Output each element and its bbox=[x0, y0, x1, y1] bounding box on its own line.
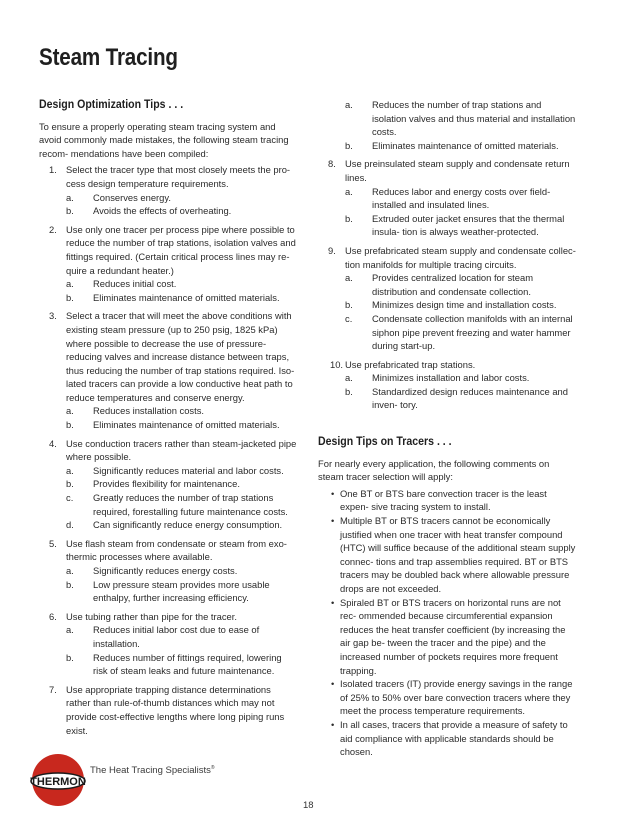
sub-item-text: Minimizes installation and labor costs. bbox=[372, 372, 530, 384]
sub-item-text: Low pressure steam provides more usable enthalpy, further increasing efficiency. bbox=[93, 578, 270, 604]
sub-item-text: Eliminates maintenance of omitted materials. bbox=[372, 139, 559, 151]
item-number: 7. bbox=[49, 683, 57, 695]
page-title: Steam Tracing bbox=[39, 44, 178, 71]
item-text: Select the tracer type that most closely meets the pro- cess design temperature requirements. bbox=[66, 164, 291, 189]
sub-item-text: Conserves energy. bbox=[93, 191, 171, 203]
sub-item-text: Extruded outer jacket ensures that the thermal insula- tion is always weather-protected. bbox=[372, 212, 565, 238]
sub-item-letter: b. bbox=[66, 419, 74, 431]
sub-item-letter: b. bbox=[66, 205, 74, 217]
sub-item-letter: c. bbox=[66, 492, 74, 504]
bullet-text: Multiple BT or BTS tracers cannot be economically justified when one tracer with heat transfer compound (HTC) will suffice because of the additional steam supply connec- tions and trap assemblies required. BT or BTS tracers may be doubled back where allowable pressure drops are not exceeded. bbox=[340, 515, 576, 594]
item-text: Select a tracer that will meet the above conditions with existing steam pressure (up to 250 psig, 1825 kPa) where possible to decrease the use of pressure- reducing valves and increase distance between traps, thus reducing the number of trap stations required. Iso- lated tracers can provide a low conductive heat path to reduce temperatures and conserve energy. bbox=[66, 310, 295, 403]
sub-item-letter: b. bbox=[345, 212, 353, 224]
sub-item-text: Reduces number of fittings required, lowering risk of steam leaks and future maintenance. bbox=[93, 651, 282, 677]
sub-item-letter: b. bbox=[66, 651, 74, 663]
sub-item bbox=[58, 464, 297, 478]
sub-item bbox=[58, 518, 297, 532]
list-item bbox=[39, 223, 297, 305]
section-intro: To ensure a properly operating steam tracing system and avoid commonly made mistakes, the following steam tracing recom- mendations have been compiled: bbox=[39, 120, 289, 159]
item-text: Use only one tracer per process pipe where possible to reduce the number of trap stations, isolation valves and fittings required. (Certain critical process lines may re- quire a redundant heater.) bbox=[66, 223, 296, 276]
list-item bbox=[39, 163, 297, 217]
sub-item bbox=[58, 564, 297, 578]
sub-item-text: Reduces labor and energy costs over field-installed and insulated lines. bbox=[372, 185, 551, 211]
sub-item-text: Eliminates maintenance of omitted materials. bbox=[93, 419, 280, 431]
sub-item bbox=[58, 477, 297, 491]
page-number: 18 bbox=[303, 800, 314, 811]
item-text: Use flash steam from condensate or steam from exo- thermic processes where available. bbox=[66, 537, 287, 563]
item-number: 1. bbox=[49, 164, 57, 176]
left-item-list bbox=[39, 163, 297, 737]
sub-item-letter: b. bbox=[345, 139, 353, 151]
sub-item bbox=[58, 623, 297, 650]
sub-item-letter: b. bbox=[66, 478, 74, 490]
sub-item-letter: a. bbox=[345, 272, 353, 284]
sub-item bbox=[337, 312, 576, 353]
list-item bbox=[318, 358, 576, 412]
list-item bbox=[39, 437, 297, 532]
sub-item bbox=[58, 291, 297, 305]
sub-item-text: Greatly reduces the number of trap stations required, forestalling future maintenance costs. bbox=[93, 492, 288, 517]
sub-item bbox=[337, 371, 576, 385]
section-heading-optimization: Design Optimization Tips . . . bbox=[39, 97, 184, 111]
item-number: 8. bbox=[328, 158, 336, 170]
sub-item-text: Reduces installation costs. bbox=[93, 405, 204, 417]
sub-item bbox=[58, 204, 297, 218]
bullet-text: In all cases, tracers that provide a measure of safety to aid compliance with applicable standards should be chosen. bbox=[340, 718, 568, 758]
section-heading-tracers: Design Tips on Tracers . . . bbox=[318, 434, 452, 449]
continued-subitems bbox=[318, 98, 576, 152]
item-number: 5. bbox=[49, 537, 57, 549]
bullet-text: Isolated tracers (IT) provide energy savings in the range of 25% to 50% over bare convection tracers where they meet the process temperature requirements. bbox=[340, 678, 573, 717]
bullet-item bbox=[318, 514, 576, 596]
sub-item-letter: a. bbox=[345, 372, 353, 384]
item-number: 9. bbox=[328, 244, 336, 256]
sub-item-text: Significantly reduces energy costs. bbox=[93, 565, 238, 576]
sub-item-text: Minimizes design time and installation costs. bbox=[372, 299, 557, 311]
bullet-item bbox=[318, 718, 576, 759]
sub-item-letter: a. bbox=[345, 185, 353, 197]
item-number: 4. bbox=[49, 437, 57, 449]
item-number: 2. bbox=[49, 223, 57, 235]
sub-item-letter: a. bbox=[66, 278, 74, 290]
item-text: Use conduction tracers rather than steam-jacketed pipe where possible. bbox=[66, 437, 297, 463]
list-item bbox=[39, 610, 297, 678]
bullet-icon: • bbox=[331, 515, 335, 527]
sub-item-text: Reduces the number of trap stations and isolation valves and thus material and installation costs. bbox=[372, 99, 576, 138]
sub-item bbox=[337, 139, 576, 153]
section-intro-tracers: For nearly every application, the following comments on steam tracer selection will apply: bbox=[318, 457, 550, 483]
bullet-item bbox=[318, 487, 576, 514]
sub-item bbox=[337, 385, 576, 412]
sub-item-text: Standardized design reduces maintenance and inven- tory. bbox=[372, 385, 568, 411]
list-item bbox=[39, 537, 297, 605]
item-number: 6. bbox=[49, 610, 57, 622]
list-item bbox=[318, 157, 576, 239]
left-column bbox=[39, 98, 297, 742]
sub-item bbox=[337, 298, 576, 312]
tracer-bullet-list bbox=[318, 487, 576, 759]
item-text: Use prefabricated trap stations. bbox=[345, 358, 476, 370]
thermon-logo bbox=[30, 752, 86, 813]
tagline: The Heat Tracing Specialists® bbox=[90, 765, 215, 777]
sub-item-text: Provides centralized location for steam distribution and condensate collection. bbox=[372, 272, 534, 297]
sub-item-letter: b. bbox=[345, 385, 353, 397]
sub-item bbox=[58, 491, 297, 518]
sub-item-text: Reduces initial cost. bbox=[93, 278, 177, 290]
sub-item bbox=[58, 277, 297, 291]
sub-item bbox=[337, 185, 576, 212]
sub-item-letter: a. bbox=[66, 191, 74, 203]
list-item bbox=[39, 683, 297, 737]
sub-item bbox=[337, 98, 576, 139]
sub-item-letter: b. bbox=[66, 578, 74, 590]
bullet-icon: • bbox=[331, 718, 335, 730]
sub-item bbox=[58, 404, 297, 418]
bullet-item bbox=[318, 677, 576, 718]
svg-text:THERMON: THERMON bbox=[30, 776, 86, 788]
item-number: 10. bbox=[330, 358, 344, 370]
right-column bbox=[318, 98, 576, 759]
sub-item-text: Condensate collection manifolds with an internal siphon pipe prevent freezing and water hammer during start-up. bbox=[372, 312, 573, 352]
item-text: Use appropriate trapping distance determinations rather than rule-of-thumb distances which may not provide cost-effective lengths where long piping runs exist. bbox=[66, 683, 285, 736]
sub-item-text: Avoids the effects of overheating. bbox=[93, 205, 232, 217]
sub-item-letter: c. bbox=[345, 312, 353, 324]
sub-item bbox=[58, 191, 297, 205]
sub-item-text: Reduces initial labor cost due to ease of installation. bbox=[93, 624, 260, 649]
bullet-icon: • bbox=[331, 678, 335, 690]
list-item bbox=[39, 309, 297, 431]
sub-item-letter: a. bbox=[66, 405, 74, 417]
sub-item-text: Can significantly reduce energy consumption. bbox=[93, 519, 283, 531]
sub-item bbox=[58, 578, 297, 605]
sub-item-letter: a. bbox=[345, 99, 353, 110]
sub-item-letter: b. bbox=[66, 291, 74, 303]
sub-item bbox=[337, 271, 576, 298]
list-item bbox=[318, 244, 576, 353]
sub-item-letter: a. bbox=[66, 464, 74, 476]
bullet-text: Spiraled BT or BTS tracers on horizontal runs are not rec- ommended because circumferential expansion reduces the heat transfer coefficient (by increasing the air gap be- tween the tracer and the pipe) and the increased number of pockets requires more frequent trapping. bbox=[340, 596, 566, 676]
bullet-icon: • bbox=[331, 596, 335, 608]
item-number: 3. bbox=[49, 310, 57, 322]
bullet-text: One BT or BTS bare convection tracer is the least expen- sive tracing system to install. bbox=[340, 487, 547, 513]
sub-item-text: Provides flexibility for maintenance. bbox=[93, 478, 240, 490]
bullet-icon: • bbox=[331, 487, 335, 499]
item-text: Use tubing rather than pipe for the tracer. bbox=[66, 610, 237, 622]
sub-item-letter: a. bbox=[66, 565, 74, 576]
right-item-list bbox=[318, 157, 576, 412]
sub-item bbox=[58, 418, 297, 432]
sub-item-text: Significantly reduces material and labor costs. bbox=[93, 464, 284, 476]
sub-item bbox=[58, 651, 297, 678]
sub-item-letter: d. bbox=[66, 519, 74, 531]
sub-item-text: Eliminates maintenance of omitted materials. bbox=[93, 291, 280, 303]
sub-item bbox=[337, 212, 576, 239]
item-text: Use preinsulated steam supply and condensate return lines. bbox=[345, 158, 570, 183]
bullet-item bbox=[318, 596, 576, 678]
sub-item-letter: a. bbox=[66, 624, 74, 636]
item-text: Use prefabricated steam supply and condensate collec- tion manifolds for multiple tracing circuits. bbox=[345, 244, 576, 270]
sub-item-letter: b. bbox=[345, 299, 353, 311]
